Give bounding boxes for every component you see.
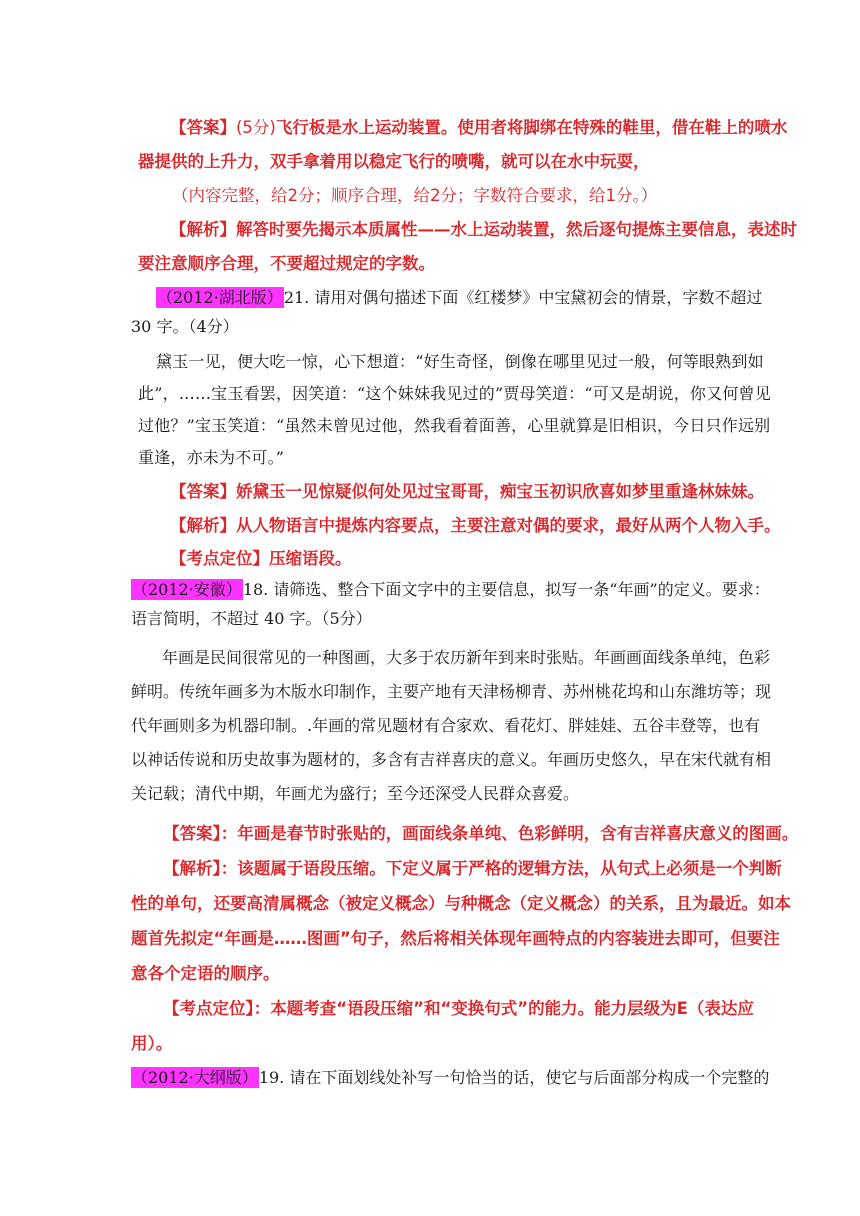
source-tag: （2012·安徽） bbox=[132, 580, 242, 599]
q18-point-line-1: 【考点定位】：本题考查“语段压缩”和“变换句式”的能力。能力层级为E（表达应 bbox=[163, 999, 754, 1018]
q18-passage-line-2: 鲜明。传统年画多为木版水印制作，主要产地有天津杨柳青、苏州桃花坞和山东潍坊等；现 bbox=[131, 682, 772, 701]
q21-answer: 【答案】娇黛玉一见惊疑似何处见过宝哥哥，痴宝玉初识欣喜如梦里重逢林妹妹。 bbox=[170, 482, 764, 501]
stem-text: 21. 请用对偶句描述下面《红楼梦》中宝黛初会的情景，字数不超过 bbox=[283, 288, 763, 307]
q21-point: 【考点定位】压缩语段。 bbox=[170, 549, 352, 568]
q18-passage-line-1: 年画是民间很常见的一种图画，大多于农历新年到来时张贴。年画画面线条单纯，色彩 bbox=[162, 648, 771, 667]
answer-line-2: 器提供的上升力，双手拿着用以稳定飞行的喷嘴，就可以在水中玩耍， bbox=[138, 152, 650, 171]
answer-text: 飞行板是水上运动装置。使用者将脚绑在特殊的鞋里，借在鞋上的喷水 bbox=[275, 118, 788, 137]
q18-analysis-line-1: 【解析】：该题属于语段压缩。下定义属于严格的逻辑方法，从句式上必须是一个判断 bbox=[163, 859, 782, 878]
q18-analysis-line-2: 性的单句，还要高清属概念（被定义概念）与种概念（定义概念）的关系，且为最近。如本 bbox=[131, 894, 791, 913]
answer-line-1 bbox=[170, 118, 787, 138]
q18-answer: 【答案】：年画是春节时张贴的，画面线条单纯、色彩鲜明，含有吉祥喜庆意义的图画。 bbox=[163, 824, 799, 843]
q18-passage-line-5: 关记载；清代中期，年画尤为盛行；至今还深受人民群众喜爱。 bbox=[131, 784, 580, 803]
answer-score: (5分) bbox=[236, 118, 276, 137]
q18-passage-line-4: 以神话传说和历史故事为题材的，多含有吉祥喜庆的意义。年画历史悠久，早在宋代就有相 bbox=[131, 750, 772, 769]
q18-analysis-line-4: 意各个定语的顺序。 bbox=[131, 964, 280, 983]
stem-text: 19. 请在下面划线处补写一句恰当的话，使它与后面部分构成一个完整的 bbox=[258, 1068, 770, 1087]
q18-passage-line-3: 代年画则多为机器印制。.年画的常见题材有合家欢、看花灯、胖娃娃、五谷丰登等，也有 bbox=[131, 716, 761, 735]
q18-analysis-line-3: 题首先拟定“年画是……图画”句子，然后将相关体现年画特点的内容装进去即可，但要注 bbox=[131, 929, 780, 948]
answer-label: 【答案】 bbox=[170, 118, 236, 137]
source-tag: （2012·湖北版） bbox=[157, 288, 283, 307]
analysis-line-1: 【解析】解答时要先揭示本质属性——水上运动装置，然后逐句提炼主要信息，表述时 bbox=[170, 220, 797, 239]
question-21-stem-line-1 bbox=[156, 288, 762, 308]
passage-line-2: 此”，……宝玉看罢，因笑道：“这个妹妹我见过的”贾母笑道：“可又是胡说，你又何曾见 bbox=[138, 384, 771, 403]
source-tag: （2012·大纲版） bbox=[132, 1068, 258, 1087]
q18-point-line-2: 用）。 bbox=[131, 1034, 173, 1053]
analysis-line-2: 要注意顺序合理，不要超过规定的字数。 bbox=[138, 254, 435, 273]
stem-text: 18. 请筛选、整合下面文字中的主要信息，拟写一条“年画”的定义。要求： bbox=[242, 580, 770, 599]
passage-line-1: 黛玉一见，便大吃一惊，心下想道：“好生奇怪，倒像在哪里见过一般，何等眼熟到如 bbox=[156, 352, 764, 371]
question-21-stem-line-2: 30 字。（4分） bbox=[131, 317, 239, 336]
question-19-stem-line-1 bbox=[131, 1068, 769, 1088]
q21-analysis: 【解析】从人物语言中提炼内容要点，主要注意对偶的要求，最好从两个人物入手。 bbox=[170, 516, 781, 535]
passage-line-4: 重逢，亦未为不可。” bbox=[138, 448, 285, 467]
question-18-stem-line-1 bbox=[131, 580, 770, 600]
passage-line-3: 过他？”宝玉笑道：“虽然未曾见过他，然我看着面善，心里就算是旧相识，今日只作远别 bbox=[138, 416, 771, 435]
question-18-stem-line-2: 语言简明，不超过 40 字。（5分） bbox=[131, 609, 372, 628]
scoring-note: （内容完整，给2分；顺序合理，给2分；字数符合要求，给1分。） bbox=[172, 186, 658, 205]
